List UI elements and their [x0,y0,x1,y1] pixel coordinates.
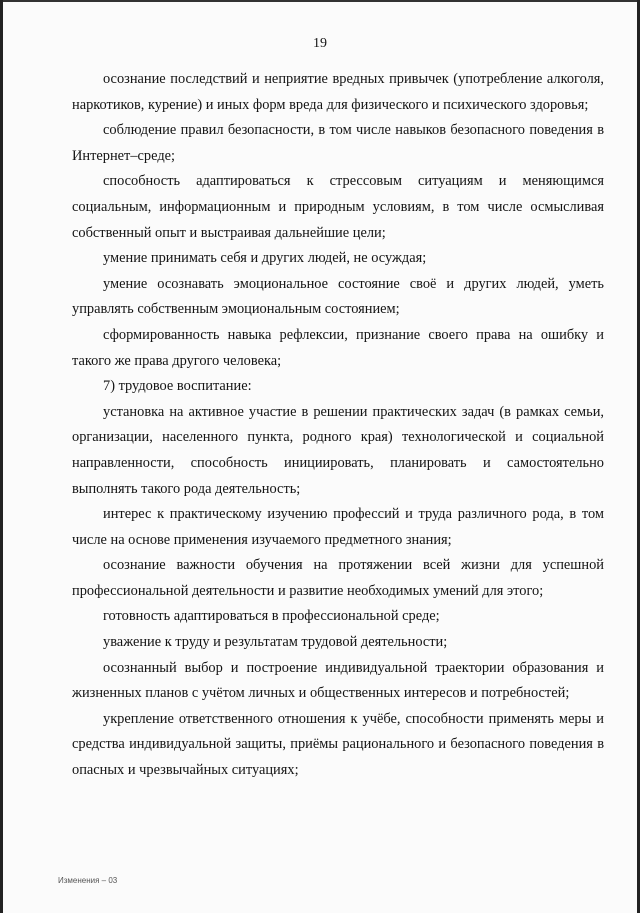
scan-edge-top [0,0,640,2]
paragraph: укрепление ответственного отношения к учёбе, способности применять меры и средства индивидуальной защиты, приёмы рационального и безопасного поведения в опасных и чрезвычайных ситуациях; [72,710,604,779]
paragraph: умение осознавать эмоциональное состояние своё и других людей, уметь управлять собственным эмоциональным состоянием; [72,275,604,318]
paragraph: умение принимать себя и других людей, не осуждая; [103,250,427,267]
paragraph: соблюдение правил безопасности, в том числе навыков безопасного поведения в Интернет–среде; [72,122,604,164]
footer-note: Изменения – 03 [58,876,118,885]
paragraph: готовность адаптироваться в профессиональной среде; [103,608,440,625]
paragraph: осознание важности обучения на протяжении всей жизни для успешной профессиональной деятельности и развитие необходимых умений для этого; [72,557,604,599]
scan-edge-left [0,0,3,913]
document-body [72,67,604,784]
paragraph: установка на активное участие в решении практических задач (в рамках семьи, организации, населенного пункта, родного края) технологической и социальной направленности, способность инициировать, планировать и самостоятельно выполнять такого рода деятельность; [72,403,604,497]
paragraph: способность адаптироваться к стрессовым ситуациям и меняющимся социальным, информационным и природным условиям, в том числе осмысливая собственный опыт и выстраивая дальнейшие цели; [72,173,604,241]
paragraph: осознание последствий и неприятие вредных привычек (употребление алкоголя, наркотиков, курение) и иных форм вреда для физического и психического здоровья; [72,71,604,113]
paragraph: интерес к практическому изучению профессий и труда различного рода, в том числе на основе применения изучаемого предметного знания; [72,506,604,548]
paragraph: сформированность навыка рефлексии, признание своего права на ошибку и такого же права другого человека; [72,326,604,369]
section-heading: 7) трудовое воспитание: [103,378,252,395]
page-number: 19 [313,36,327,51]
paragraph: уважение к труду и результатам трудовой деятельности; [103,634,448,651]
paragraph: осознанный выбор и построение индивидуальной траектории образования и жизненных планов с учётом личных и общественных интересов и потребностей; [72,659,604,702]
